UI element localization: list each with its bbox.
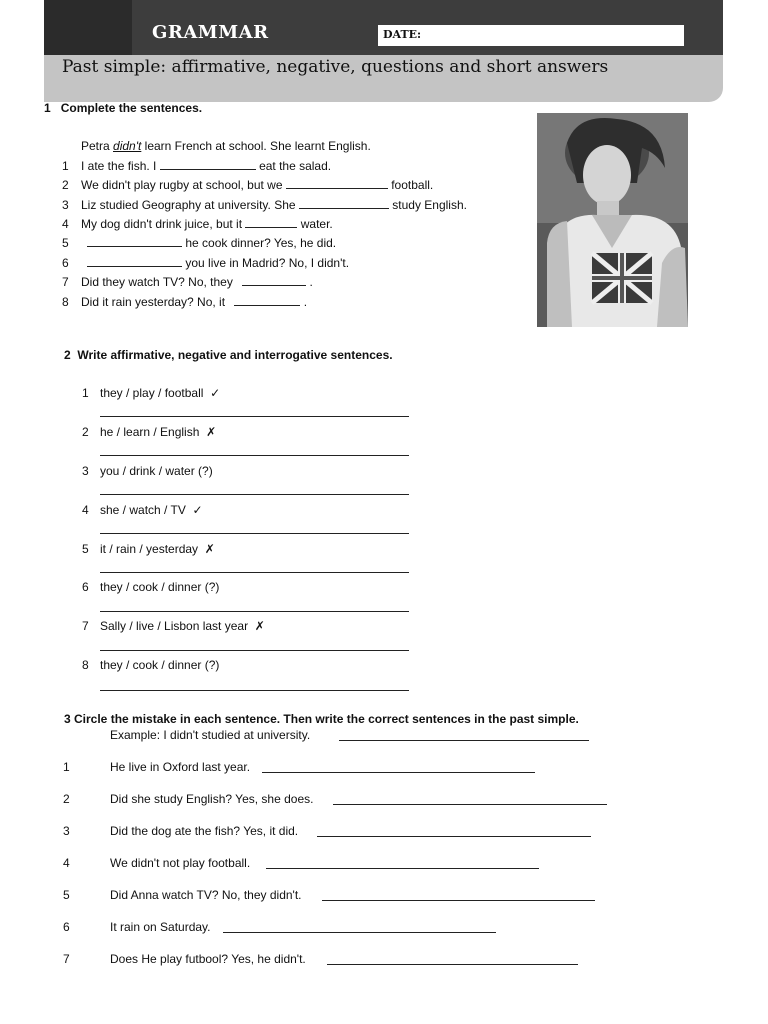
answer-line[interactable]	[333, 804, 607, 805]
section2-number: 2	[64, 348, 71, 362]
section1-item	[62, 159, 331, 173]
tick-icon: ✓	[210, 386, 221, 400]
answer-line[interactable]	[100, 455, 409, 456]
date-field[interactable]	[378, 25, 684, 46]
section3-item	[63, 952, 306, 966]
section1-heading	[44, 101, 202, 115]
answer-line[interactable]	[100, 611, 409, 612]
item-text: Did she study English? Yes, she does.	[110, 792, 314, 806]
photo-of-woman-icon	[537, 113, 688, 327]
section2-item	[82, 464, 213, 478]
item-text: .	[309, 275, 313, 289]
item-text: you live in Madrid? No, I didn't.	[185, 256, 350, 270]
item-number: 2	[82, 425, 89, 439]
item-prompt: Sally / live / Lisbon last year	[100, 619, 249, 633]
answer-blank[interactable]	[245, 217, 297, 228]
item-number: 1	[63, 760, 70, 774]
answer-line[interactable]	[317, 836, 591, 837]
item-text: .	[303, 295, 308, 309]
section2-item	[82, 658, 219, 672]
section3-item	[63, 920, 211, 934]
section2-title: Write affirmative, negative and interrogative sentences.	[77, 348, 393, 362]
item-prompt: they / play / football	[100, 386, 204, 400]
item-text: football.	[391, 178, 434, 192]
section2-item	[82, 503, 203, 517]
item-text: Did the dog ate the fish? Yes, it did.	[110, 824, 299, 838]
section3-heading: 3 Circle the mistake in each sentence. Then write the correct sentences in the past simple.	[64, 712, 579, 726]
item-number: 5	[62, 236, 69, 250]
page-title: Past simple: affirmative, negative, questions and short answers	[62, 57, 609, 77]
section1-item	[62, 236, 336, 250]
item-number: 6	[62, 256, 69, 270]
item-number: 4	[63, 856, 70, 870]
cross-icon: ✗	[206, 425, 217, 439]
item-text: Did Anna watch TV? No, they didn't.	[110, 888, 302, 902]
section3-item	[63, 792, 313, 806]
section1-item	[62, 256, 349, 270]
example-pre: Petra	[81, 139, 114, 153]
item-text: He live in Oxford last year.	[110, 760, 251, 774]
section2-item	[82, 425, 216, 439]
item-text: We didn't not play football.	[110, 856, 251, 870]
answer-line[interactable]	[223, 932, 496, 933]
item-number: 3	[82, 464, 89, 478]
item-prompt: you / drink / water (?)	[100, 464, 213, 478]
answer-line[interactable]	[266, 868, 539, 869]
section2-item	[82, 386, 220, 400]
item-number: 8	[62, 295, 69, 309]
item-prompt: it / rain / yesterday	[100, 542, 199, 556]
answer-blank[interactable]	[234, 295, 300, 306]
example-post: learn French at school. She learnt English.	[141, 139, 371, 153]
section1-example	[81, 139, 371, 153]
item-number: 2	[62, 178, 69, 192]
grammar-label: GRAMMAR	[152, 22, 269, 43]
section3-example	[110, 728, 310, 742]
item-text: We didn't play rugby at school, but we	[81, 178, 283, 192]
item-number: 6	[63, 920, 70, 934]
section2-heading	[64, 348, 393, 362]
item-text: Did it rain yesterday? No, it	[81, 295, 226, 309]
answer-line[interactable]	[339, 740, 589, 741]
item-number: 7	[63, 952, 70, 966]
section1-item	[62, 217, 333, 231]
item-number: 6	[82, 580, 89, 594]
item-number: 5	[63, 888, 70, 902]
item-text: study English.	[392, 198, 467, 212]
answer-blank[interactable]	[87, 256, 182, 267]
section1-item	[62, 295, 307, 309]
tick-icon: ✓	[192, 503, 203, 517]
item-number: 5	[82, 542, 89, 556]
item-prompt: they / cook / dinner (?)	[100, 658, 220, 672]
item-text: It rain on Saturday.	[110, 920, 211, 934]
item-number: 4	[82, 503, 89, 517]
section1-item	[62, 198, 467, 212]
item-number: 3	[63, 824, 70, 838]
date-label: DATE:	[383, 28, 422, 41]
answer-blank[interactable]	[160, 159, 256, 170]
section3-item	[63, 856, 250, 870]
answer-line[interactable]	[327, 964, 578, 965]
answer-line[interactable]	[100, 572, 409, 573]
section1-number: 1	[44, 101, 51, 115]
section3-item	[63, 760, 250, 774]
header-tab	[44, 0, 132, 55]
section1-title: Complete the sentences.	[60, 101, 203, 115]
item-number: 8	[82, 658, 89, 672]
section1-item	[62, 275, 313, 289]
cross-icon: ✗	[204, 542, 215, 556]
section3-item	[63, 888, 302, 902]
item-number: 7	[62, 275, 69, 289]
example-text: Example: I didn't studied at university.	[110, 728, 311, 742]
item-number: 1	[82, 386, 89, 400]
item-prompt: they / cook / dinner (?)	[100, 580, 220, 594]
item-text: water.	[300, 217, 333, 231]
item-text: Liz studied Geography at university. She	[81, 198, 296, 212]
item-text: Does He play futbool? Yes, he didn't.	[110, 952, 306, 966]
cross-icon: ✗	[254, 619, 265, 633]
item-number: 3	[62, 198, 69, 212]
answer-line[interactable]	[100, 650, 409, 651]
item-text: I ate the fish. I	[81, 159, 157, 173]
item-text: he cook dinner? Yes, he did.	[185, 236, 337, 250]
photo-illustration	[537, 113, 688, 327]
item-number: 4	[62, 217, 69, 231]
answer-blank[interactable]	[299, 198, 389, 209]
example-answer: didn't	[113, 139, 142, 153]
section1-item	[62, 178, 433, 192]
item-prompt: he / learn / English	[100, 425, 200, 439]
answer-blank[interactable]	[242, 275, 306, 286]
answer-line[interactable]	[100, 533, 409, 534]
section2-item	[82, 619, 265, 633]
answer-line[interactable]	[322, 900, 595, 901]
answer-line[interactable]	[100, 494, 409, 495]
item-number: 2	[63, 792, 70, 806]
item-number: 1	[62, 159, 69, 173]
section2-item	[82, 542, 215, 556]
item-prompt: she / watch / TV	[100, 503, 186, 517]
section2-item	[82, 580, 219, 594]
section3-item	[63, 824, 298, 838]
item-number: 7	[82, 619, 89, 633]
answer-blank[interactable]	[87, 236, 182, 247]
item-text: Did they watch TV? No, they	[81, 275, 233, 289]
answer-blank[interactable]	[286, 178, 388, 189]
answer-line[interactable]	[262, 772, 535, 773]
answer-line[interactable]	[100, 416, 409, 417]
answer-line[interactable]	[100, 690, 409, 691]
item-text: My dog didn't drink juice, but it	[81, 217, 243, 231]
item-text: eat the salad.	[259, 159, 332, 173]
